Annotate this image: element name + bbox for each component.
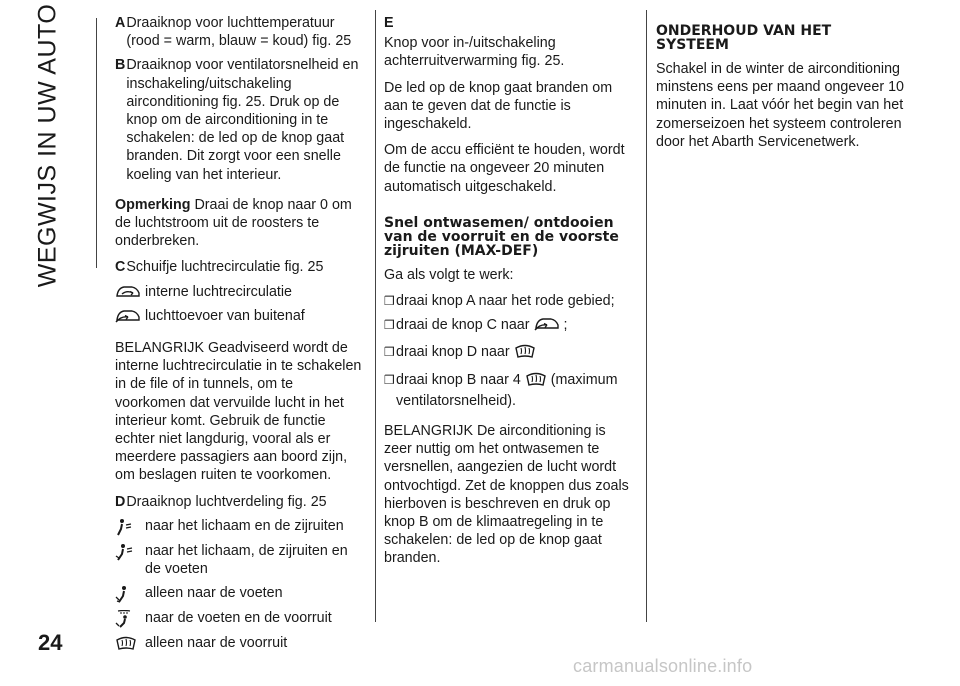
- max-def-intro: Ga als volgt te werk:: [384, 266, 514, 283]
- step-4: [384, 371, 632, 410]
- d-option-windscreen: [115, 634, 367, 652]
- d-option-body-sides: [115, 517, 367, 536]
- item-d: [115, 493, 367, 511]
- item-c-label: C: [115, 259, 126, 276]
- note-label: Opmerking: [115, 196, 191, 213]
- step-2-end: ;: [563, 317, 568, 334]
- d-option-body-sides-feet: [115, 542, 367, 578]
- maintenance-title: ONDERHOUD VAN HET SYSTEEM: [656, 23, 832, 53]
- step-3: [384, 343, 632, 364]
- outside-air-icon: [534, 316, 560, 337]
- step-1: [384, 292, 632, 310]
- column-divider-1: [375, 10, 376, 622]
- side-divider: [96, 18, 97, 268]
- item-d-label: D: [115, 493, 126, 510]
- d-option-3-text: alleen naar de voeten: [145, 585, 283, 602]
- d-option-4-text: naar de voeten en de voorruit: [145, 610, 332, 627]
- side-title-text: WEGWIJS IN UW AUTO: [33, 3, 62, 288]
- item-e-paragraph-2: De led op de knop gaat branden om aan te geven dat de functie is ingeschakeld.: [384, 79, 613, 133]
- d-option-feet: [115, 584, 367, 603]
- d-option-feet-windscreen: [115, 609, 367, 628]
- max-def-section-title: Snel ontwasemen/ ontdooien van de voorruit en de voorste zijruiten (MAX-DEF): [384, 214, 619, 259]
- important-2: BELANGRIJK De airconditioning is zeer nuttig om het ontwasemen te versnellen, aangezien de lucht wordt ontvochtigd. Zet de knoppen dus zoals hierboven is beschreven en druk op knop B om de klimaatregeling in te schakelen: de led op de knop gaat branden.: [384, 423, 629, 567]
- item-d-text: Draaiknop luchtverdeling fig. 25: [126, 493, 327, 510]
- item-e-text: Knop voor in-/uitschakeling achterruitverwarming fig. 25.: [384, 35, 565, 70]
- column-3: [656, 14, 906, 159]
- recirculation-icon: [115, 283, 145, 300]
- step-1-text: draai knop A naar het rode gebied;: [396, 293, 615, 310]
- item-a: [115, 14, 367, 50]
- item-b-label: B: [115, 57, 126, 74]
- checkbox-bullet: ❒: [384, 345, 395, 360]
- outside-air-icon: [115, 307, 145, 324]
- defrost-windscreen-icon: [525, 371, 547, 392]
- d-option-5-text: alleen naar de voorruit: [145, 635, 288, 652]
- column-divider-2: [646, 10, 647, 622]
- item-b: [115, 56, 367, 183]
- watermark: carmanualsonline.info: [573, 656, 753, 676]
- step-4-text: draai knop B naar 4: [396, 371, 521, 388]
- item-e-label: E: [384, 15, 394, 31]
- c-option-outside-air: [115, 307, 367, 325]
- important-1: BELANGRIJK Geadviseerd wordt de interne luchtrecirculatie in te schakelen in de file of in tunnels, om te voorkomen dat vervuilde lucht in het interieur komt. Gebruik de functie echter niet langdurig, vooral als er meerdere passagiers aan boord zijn, om beslagen ruiten te voorkomen.: [115, 340, 362, 484]
- c-option-2-text: luchttoevoer van buitenaf: [145, 307, 305, 324]
- checkbox-bullet: ❒: [384, 294, 395, 309]
- maintenance-text: Schakel in de winter de airconditioning minstens eens per maand ongeveer 10 minuten in. Laat vóór het begin van het zomerseizoen het systeem controleren door het Abarth Servicenetwerk.: [656, 61, 904, 150]
- column-2: [384, 14, 632, 576]
- column-1: [115, 14, 367, 658]
- d-option-1-text: naar het lichaam en de zijruiten: [145, 517, 344, 534]
- item-a-label: A: [115, 15, 126, 31]
- step-2-text: draai de knop C naar: [396, 317, 530, 334]
- note-text: Draai de knop naar 0 om de luchtstroom uit de roosters te onderbreken.: [115, 196, 352, 250]
- checkbox-bullet: ❒: [384, 372, 395, 387]
- checkbox-bullet: ❒: [384, 318, 395, 333]
- step-2: [384, 316, 632, 337]
- airflow-feet-icon: [115, 584, 145, 603]
- step-3-text: draai knop D naar: [396, 344, 510, 361]
- airflow-body-icon: [115, 517, 145, 536]
- d-option-2-text: naar het lichaam, de zijruiten en de voeten: [145, 542, 348, 578]
- defrost-windscreen-icon: [514, 343, 536, 364]
- item-c-text: Schuifje luchtrecirculatie fig. 25: [126, 259, 324, 276]
- defrost-windscreen-icon: [115, 634, 145, 651]
- c-option-recirculation: [115, 283, 367, 301]
- airflow-feet-windscreen-icon: [115, 609, 145, 628]
- item-b-text: Draaiknop voor ventilatorsnelheid en inschakeling/uitschakeling airconditioning fig. 25. Druk op de knop om de airconditioning in te schakelen: de led op de knop gaat branden. Dit zorgt voor een snelle koeling van het interieur.: [126, 57, 359, 183]
- step-4-end: (maximum ventilatorsnelheid).: [396, 371, 618, 409]
- item-a-text: Draaiknop voor luchttemperatuur (rood = warm, blauw = koud) fig. 25: [126, 15, 352, 50]
- item-e-paragraph-3: Om de accu efficiënt te houden, wordt de functie na ongeveer 20 minuten automatisch uitgeschakeld.: [384, 142, 625, 195]
- airflow-body-feet-icon: [115, 542, 145, 561]
- c-option-1-text: interne luchtrecirculatie: [145, 283, 293, 300]
- item-c: [115, 258, 367, 276]
- page-number: 24: [38, 630, 63, 655]
- note-paragraph: [115, 196, 367, 251]
- side-title: [18, 3, 78, 288]
